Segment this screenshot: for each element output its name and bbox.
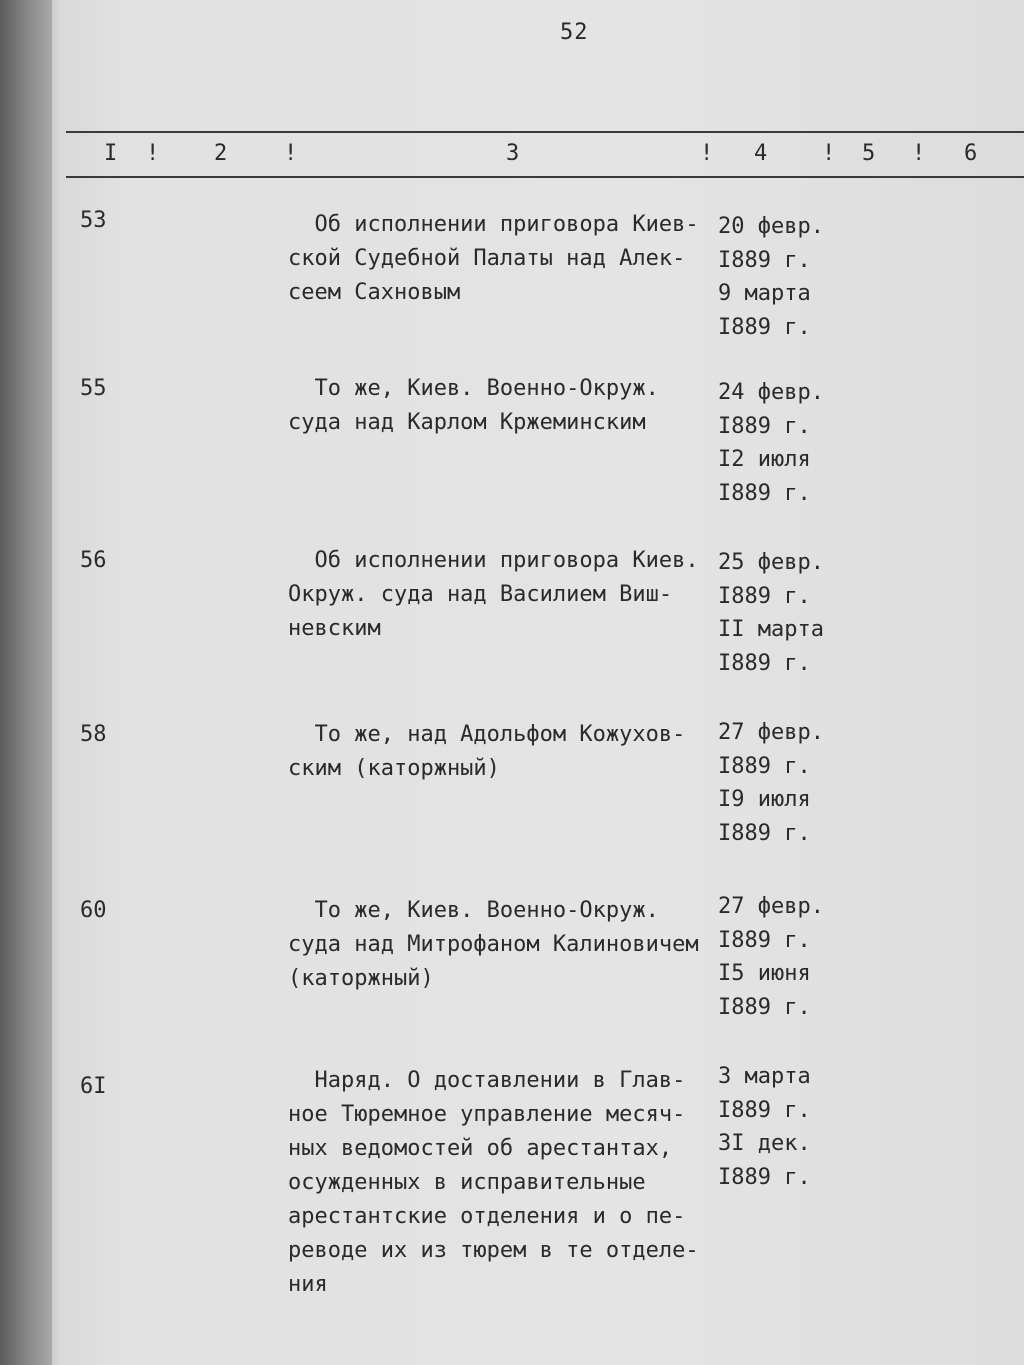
date-line: I889 г.: [718, 1164, 811, 1190]
description-line: ской Судебной Палаты над Алек-: [288, 246, 686, 271]
entry-description: [288, 208, 699, 310]
description-line: То же, Киев. Военно-Окруж.: [288, 898, 659, 923]
binding-spine: [0, 0, 52, 1365]
date-line: I889 г.: [718, 314, 811, 340]
entry-number: 53: [80, 208, 107, 233]
date-line: I889 г.: [718, 820, 811, 846]
date-line: I5 июня: [718, 961, 811, 986]
date-line: I889 г.: [718, 753, 811, 779]
description-line: реводе их из тюрем в те отделе-: [288, 1238, 699, 1263]
header-separator: !: [700, 141, 714, 166]
date-line: I889 г.: [718, 247, 811, 273]
date-line: 3I дек.: [718, 1131, 811, 1156]
date-line: II марта: [718, 617, 824, 642]
header-col-4: 4: [754, 141, 768, 166]
header-separator: !: [912, 141, 926, 166]
entry-description: [288, 372, 659, 440]
date-line: I889 г.: [718, 583, 811, 609]
date-line: I889 г.: [718, 1097, 811, 1123]
description-line: суда над Карлом Кржеминским: [288, 410, 646, 435]
header-rule-top: [66, 131, 1024, 133]
header-rule-bottom: [66, 176, 1024, 178]
date-line: 25 февр.: [718, 550, 824, 575]
description-line: (каторжный): [288, 966, 434, 991]
entry-number: 6I: [80, 1074, 107, 1099]
description-line: Окруж. суда над Василием Виш-: [288, 582, 673, 607]
date-line: 27 февр.: [718, 894, 824, 919]
description-line: То же, Киев. Военно-Окруж.: [288, 376, 659, 401]
entry-description: [288, 894, 699, 996]
description-line: невским: [288, 616, 381, 641]
description-line: ное Тюремное управление месяч-: [288, 1102, 686, 1127]
entry-number: 60: [80, 898, 107, 923]
description-line: сеем Сахновым: [288, 280, 461, 305]
entry-dates: [718, 210, 824, 344]
description-line: ским (каторжный): [288, 756, 500, 781]
description-line: осужденных в исправительные: [288, 1170, 646, 1195]
date-line: 9 марта: [718, 281, 811, 306]
page-number: 52: [560, 20, 589, 45]
entry-dates: [718, 1060, 811, 1194]
date-line: I889 г.: [718, 480, 811, 506]
date-line: 3 марта: [718, 1064, 811, 1089]
date-line: I889 г.: [718, 650, 811, 676]
entry-description: [288, 544, 699, 646]
header-separator: !: [822, 141, 836, 166]
header-col-3: 3: [506, 141, 520, 166]
header-col-2: 2: [214, 141, 228, 166]
entry-dates: [718, 376, 824, 510]
date-line: I2 июля: [718, 447, 811, 472]
date-line: I889 г.: [718, 994, 811, 1020]
entry-number: 56: [80, 548, 107, 573]
header-separator: !: [146, 141, 160, 166]
date-line: 24 февр.: [718, 380, 824, 405]
entry-dates: [718, 546, 824, 680]
description-line: Об исполнении приговора Киев-: [288, 212, 699, 237]
description-line: арестантские отделения и о пе-: [288, 1204, 686, 1229]
date-line: I889 г.: [718, 927, 811, 953]
entry-number: 55: [80, 376, 107, 401]
description-line: ных ведомостей об арестантах,: [288, 1136, 673, 1161]
description-line: То же, над Адольфом Кожухов-: [288, 722, 686, 747]
header-col-6: 6: [964, 141, 978, 166]
date-line: 27 февр.: [718, 720, 824, 745]
entry-number: 58: [80, 722, 107, 747]
header-col-1: I: [104, 141, 118, 166]
header-separator: !: [284, 141, 298, 166]
description-line: Об исполнении приговора Киев.: [288, 548, 699, 573]
description-line: суда над Митрофаном Калиновичем: [288, 932, 699, 957]
entry-description: [288, 718, 685, 786]
description-line: ния: [288, 1272, 328, 1297]
description-line: Наряд. О доставлении в Глав-: [288, 1068, 686, 1093]
header-col-5: 5: [862, 141, 876, 166]
entry-description: [288, 1064, 699, 1302]
date-line: I9 июля: [718, 787, 811, 812]
entry-dates: [718, 890, 824, 1024]
date-line: 20 февр.: [718, 214, 824, 239]
date-line: I889 г.: [718, 413, 811, 439]
entry-dates: [718, 716, 824, 850]
